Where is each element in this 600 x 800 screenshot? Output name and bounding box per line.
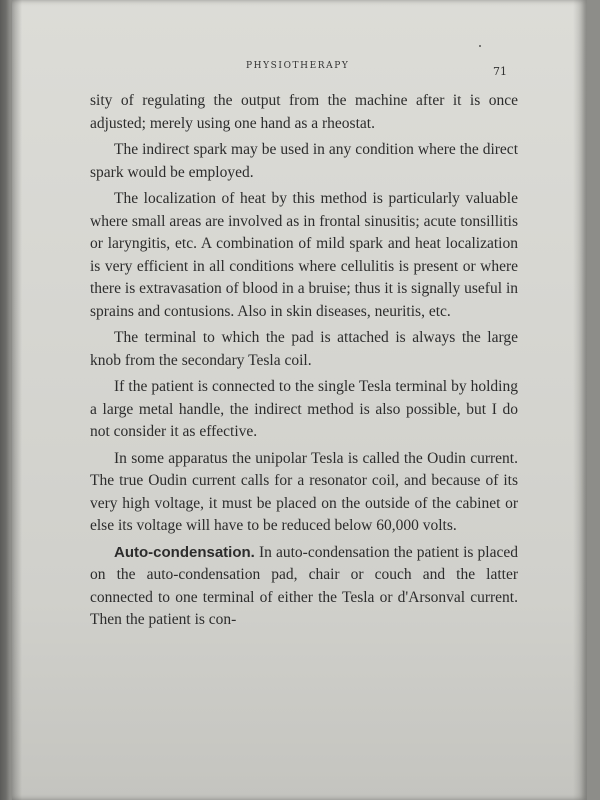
paragraph-6: In some apparatus the unipolar Tesla is called the Oudin current. The true Oudin current calls for a resonator coil, and because of its very high voltage, it must be placed on the outside of the cabinet or else its voltage will have to be reduced below 60,000 volts.: [90, 449, 518, 534]
running-head: PHYSIOTHERAPY: [246, 61, 350, 71]
paragraph-3: The localization of heat by this method is particularly valuable where small areas are involved as in frontal sinusitis; acute tonsillitis or laryngitis, etc. A combination of mild spark and heat localization is very efficient in all conditions where cellulitis is present or where there is extravasation of blood in a bruise; thus it is signally useful in sprains and contusions. Also in skin diseases, neuritis, etc.: [90, 190, 518, 320]
section-paragraph: [90, 542, 518, 632]
page-number: 71: [493, 65, 507, 78]
paper-speck: [479, 45, 481, 47]
body-text: [90, 90, 518, 636]
page-gutter-shadow: [12, 0, 22, 800]
paragraph-1: sity of regulating the output from the machine after it is once adjusted; merely using one hand as a rheostat.: [90, 92, 518, 132]
section-heading: Auto-condensation.: [114, 543, 255, 561]
paragraph-2: The indirect spark may be used in any condition where the direct spark would be employed.: [90, 141, 518, 181]
paragraph-4: The terminal to which the pad is attached is always the large knob from the secondary Tesla coil.: [90, 329, 518, 369]
paragraph-5: If the patient is connected to the single Tesla terminal by holding a large metal handle, the indirect method is also possible, but I do not consider it as effective.: [90, 378, 518, 440]
page-edge-shadow: [573, 0, 587, 800]
section-text: In auto-condensation the patient is placed on the auto-condensation pad, chair or couch and the latter connected to one terminal of either the Tesla or d'Arsonval current. Then the patient is con-: [90, 543, 518, 628]
